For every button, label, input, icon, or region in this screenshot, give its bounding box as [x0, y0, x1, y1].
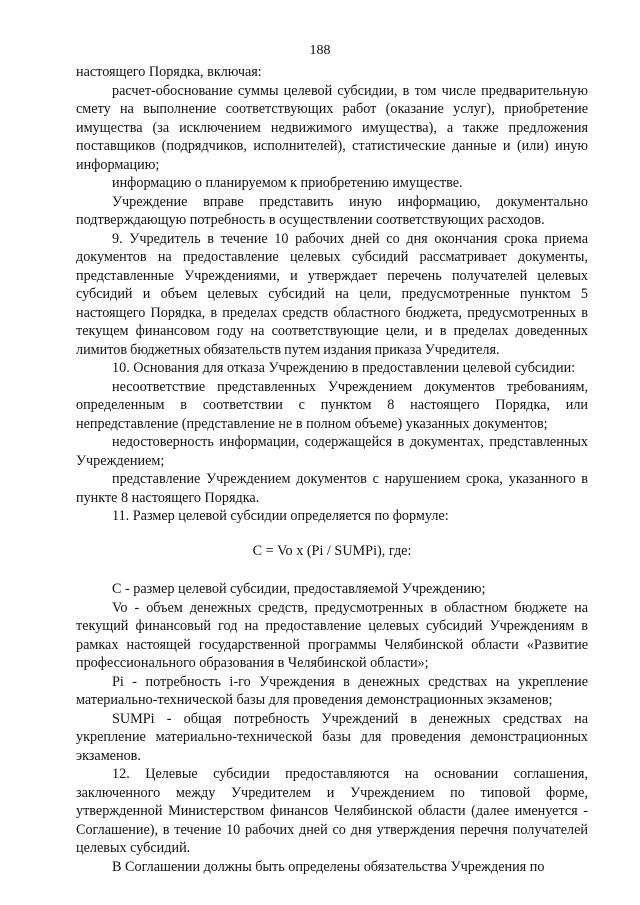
paragraph-refusal-mismatch: несоответствие представленных Учреждением документов требованиям, определенным в соответствии с пунктом 8 настоящего Порядка, или непредставление (представление не в полном объеме) указанных документов; — [76, 378, 588, 432]
paragraph-calculation: расчет-обоснование суммы целевой субсидии, в том числе предварительную смету на выполнение соответствующих работ (оказание услуг), приобретение имущества (за исключением недвижимого имущества), а также предложения поставщиков (подрядчиков, исполнителей), статистические данные и (или) иную информацию; — [76, 82, 588, 173]
paragraph-def-pi: Pi - потребность i-го Учреждения в денежных средствах на укрепление материально-технической базы для проведения демонстрационных экзаменов; — [76, 673, 588, 708]
paragraph-clause-9: 9. Учредитель в течение 10 рабочих дней со дня окончания срока приема документов на предоставление целевых субсидий рассматривает документы, представленные Учреждениями, и утверждает перечень получателей целевых субсидий и объем целевых субсидий на цели, предусмотренные пунктом 5 настоящего Порядка, в пределах средств областного бюджета, предусмотренных в текущем финансовом году на соответствующие цели, и в пределах доведенных лимитов бюджетных обязательств путем издания приказа Учредителя. — [76, 230, 588, 358]
paragraph-def-vo: Vo - объем денежных средств, предусмотренных в областном бюджете на текущий финансовый год на предоставление целевых субсидий Учреждениям в рамках настоящей государственной программы Челябинской области «Развитие профессионального образования в Челябинской области»; — [76, 599, 588, 671]
paragraph-clause-10: 10. Основания для отказа Учреждению в предоставлении целевой субсидии: — [112, 360, 576, 376]
document-body — [76, 63, 588, 876]
paragraph-refusal-late: представление Учреждением документов с нарушением срока, указанного в пункте 8 настоящего Порядка. — [76, 471, 588, 506]
paragraph-refusal-inaccuracy: недостоверность информации, содержащейся в документах, представленных Учреждением; — [76, 434, 588, 469]
subsidy-formula: С = Vo x (Pi / SUMPi), где: — [252, 542, 412, 559]
page-number: 188 — [309, 43, 331, 58]
paragraph-intro: настоящего Порядка, включая: — [76, 64, 262, 80]
paragraph-def-c: С - размер целевой субсидии, предоставляемой Учреждению; — [112, 581, 486, 597]
paragraph-property-info: информацию о планируемом к приобретению имуществе. — [112, 175, 463, 191]
paragraph-def-sumpi: SUMPi - общая потребность Учреждений в денежных средствах на укрепление материально-технической базы для проведения демонстрационных экзаменов. — [76, 710, 588, 764]
paragraph-clause-11: 11. Размер целевой субсидии определяется по формуле: — [112, 508, 449, 524]
paragraph-agreement-obligations: В Соглашении должны быть определены обязательства Учреждения по — [112, 858, 545, 875]
paragraph-other-info: Учреждение вправе представить иную информацию, документально подтверждающую потребность в осуществлении соответствующих расходов. — [76, 193, 588, 228]
paragraph-clause-12: 12. Целевые субсидии предоставляются на основании соглашения, заключенного между Учредителем и Учреждением по типовой форме, утвержденной Министерством финансов Челябинской области (далее именуется - Соглашение), в течение 10 рабочих дней со дня утверждения перечня получателей целевых субсидий. — [76, 766, 588, 856]
